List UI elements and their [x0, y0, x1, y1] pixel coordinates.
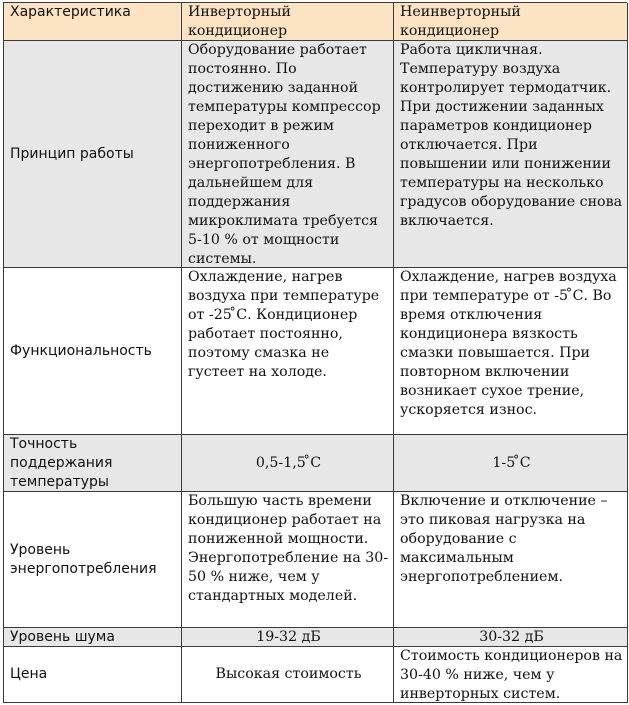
- cell-non-inverter-price: Стоимость кондиционеров на 30-40 % ниже, чем у инверторных систем.: [394, 647, 628, 703]
- cell-inverter-price: Высокая стоимость: [182, 647, 394, 703]
- row-label-noise: Уровень шума: [4, 628, 182, 647]
- cell-inverter-noise: 19-32 дБ: [182, 628, 394, 647]
- cell-inverter-functionality: Охлаждение, нагрев воздуха при температуре от -25 ̊С. Кондиционер работает постоянно, поэтому смазка не густеет на холоде.: [182, 268, 394, 435]
- header-characteristic: Характеристика: [4, 3, 182, 41]
- row-label-price: Цена: [4, 647, 182, 703]
- cell-inverter-energy: Большую часть времени кондиционер работает на пониженной мощности. Энергопотребление на 30-50 % ниже, чем у стандартных моделей.: [182, 492, 394, 628]
- header-non-inverter: Неинверторный кондиционер: [394, 3, 628, 41]
- cell-non-inverter-noise: 30-32 дБ: [394, 628, 628, 647]
- cell-non-inverter-energy: Включение и отключение – это пиковая нагрузка на оборудование с максимальным энергопотреблением.: [394, 492, 628, 628]
- cell-inverter-principle: Оборудование работает постоянно. По достижению заданной температуры компрессор переходит в режим пониженного энергопотребления. В дальнейшем для поддержания микроклимата требуется 5-10 % от мощности системы.: [182, 41, 394, 268]
- cell-inverter-accuracy: 0,5-1,5 ̊С: [182, 435, 394, 492]
- row-label-functionality: Функциональность: [4, 268, 182, 435]
- cell-non-inverter-principle: Работа цикличная. Температуру воздуха контролирует термодатчик. При достижении заданных параметров кондиционер отключается. При повышении или понижении температуры на несколько градусов оборудование снова включается.: [394, 41, 628, 268]
- cell-non-inverter-accuracy: 1-5 ̊С: [394, 435, 628, 492]
- row-label-accuracy: Точность поддержания температуры: [4, 435, 182, 492]
- row-label-energy: Уровень энергопотребления: [4, 492, 182, 628]
- header-inverter: Инверторный кондиционер: [182, 3, 394, 41]
- comparison-table: [3, 2, 627, 703]
- cell-non-inverter-functionality: Охлаждение, нагрев воздуха при температуре от -5 ̊С. Во время отключения кондиционера вязкость смазки повышается. При повторном включении возникает сухое трение, ускоряется износ.: [394, 268, 628, 435]
- row-label-principle: Принцип работы: [4, 41, 182, 268]
